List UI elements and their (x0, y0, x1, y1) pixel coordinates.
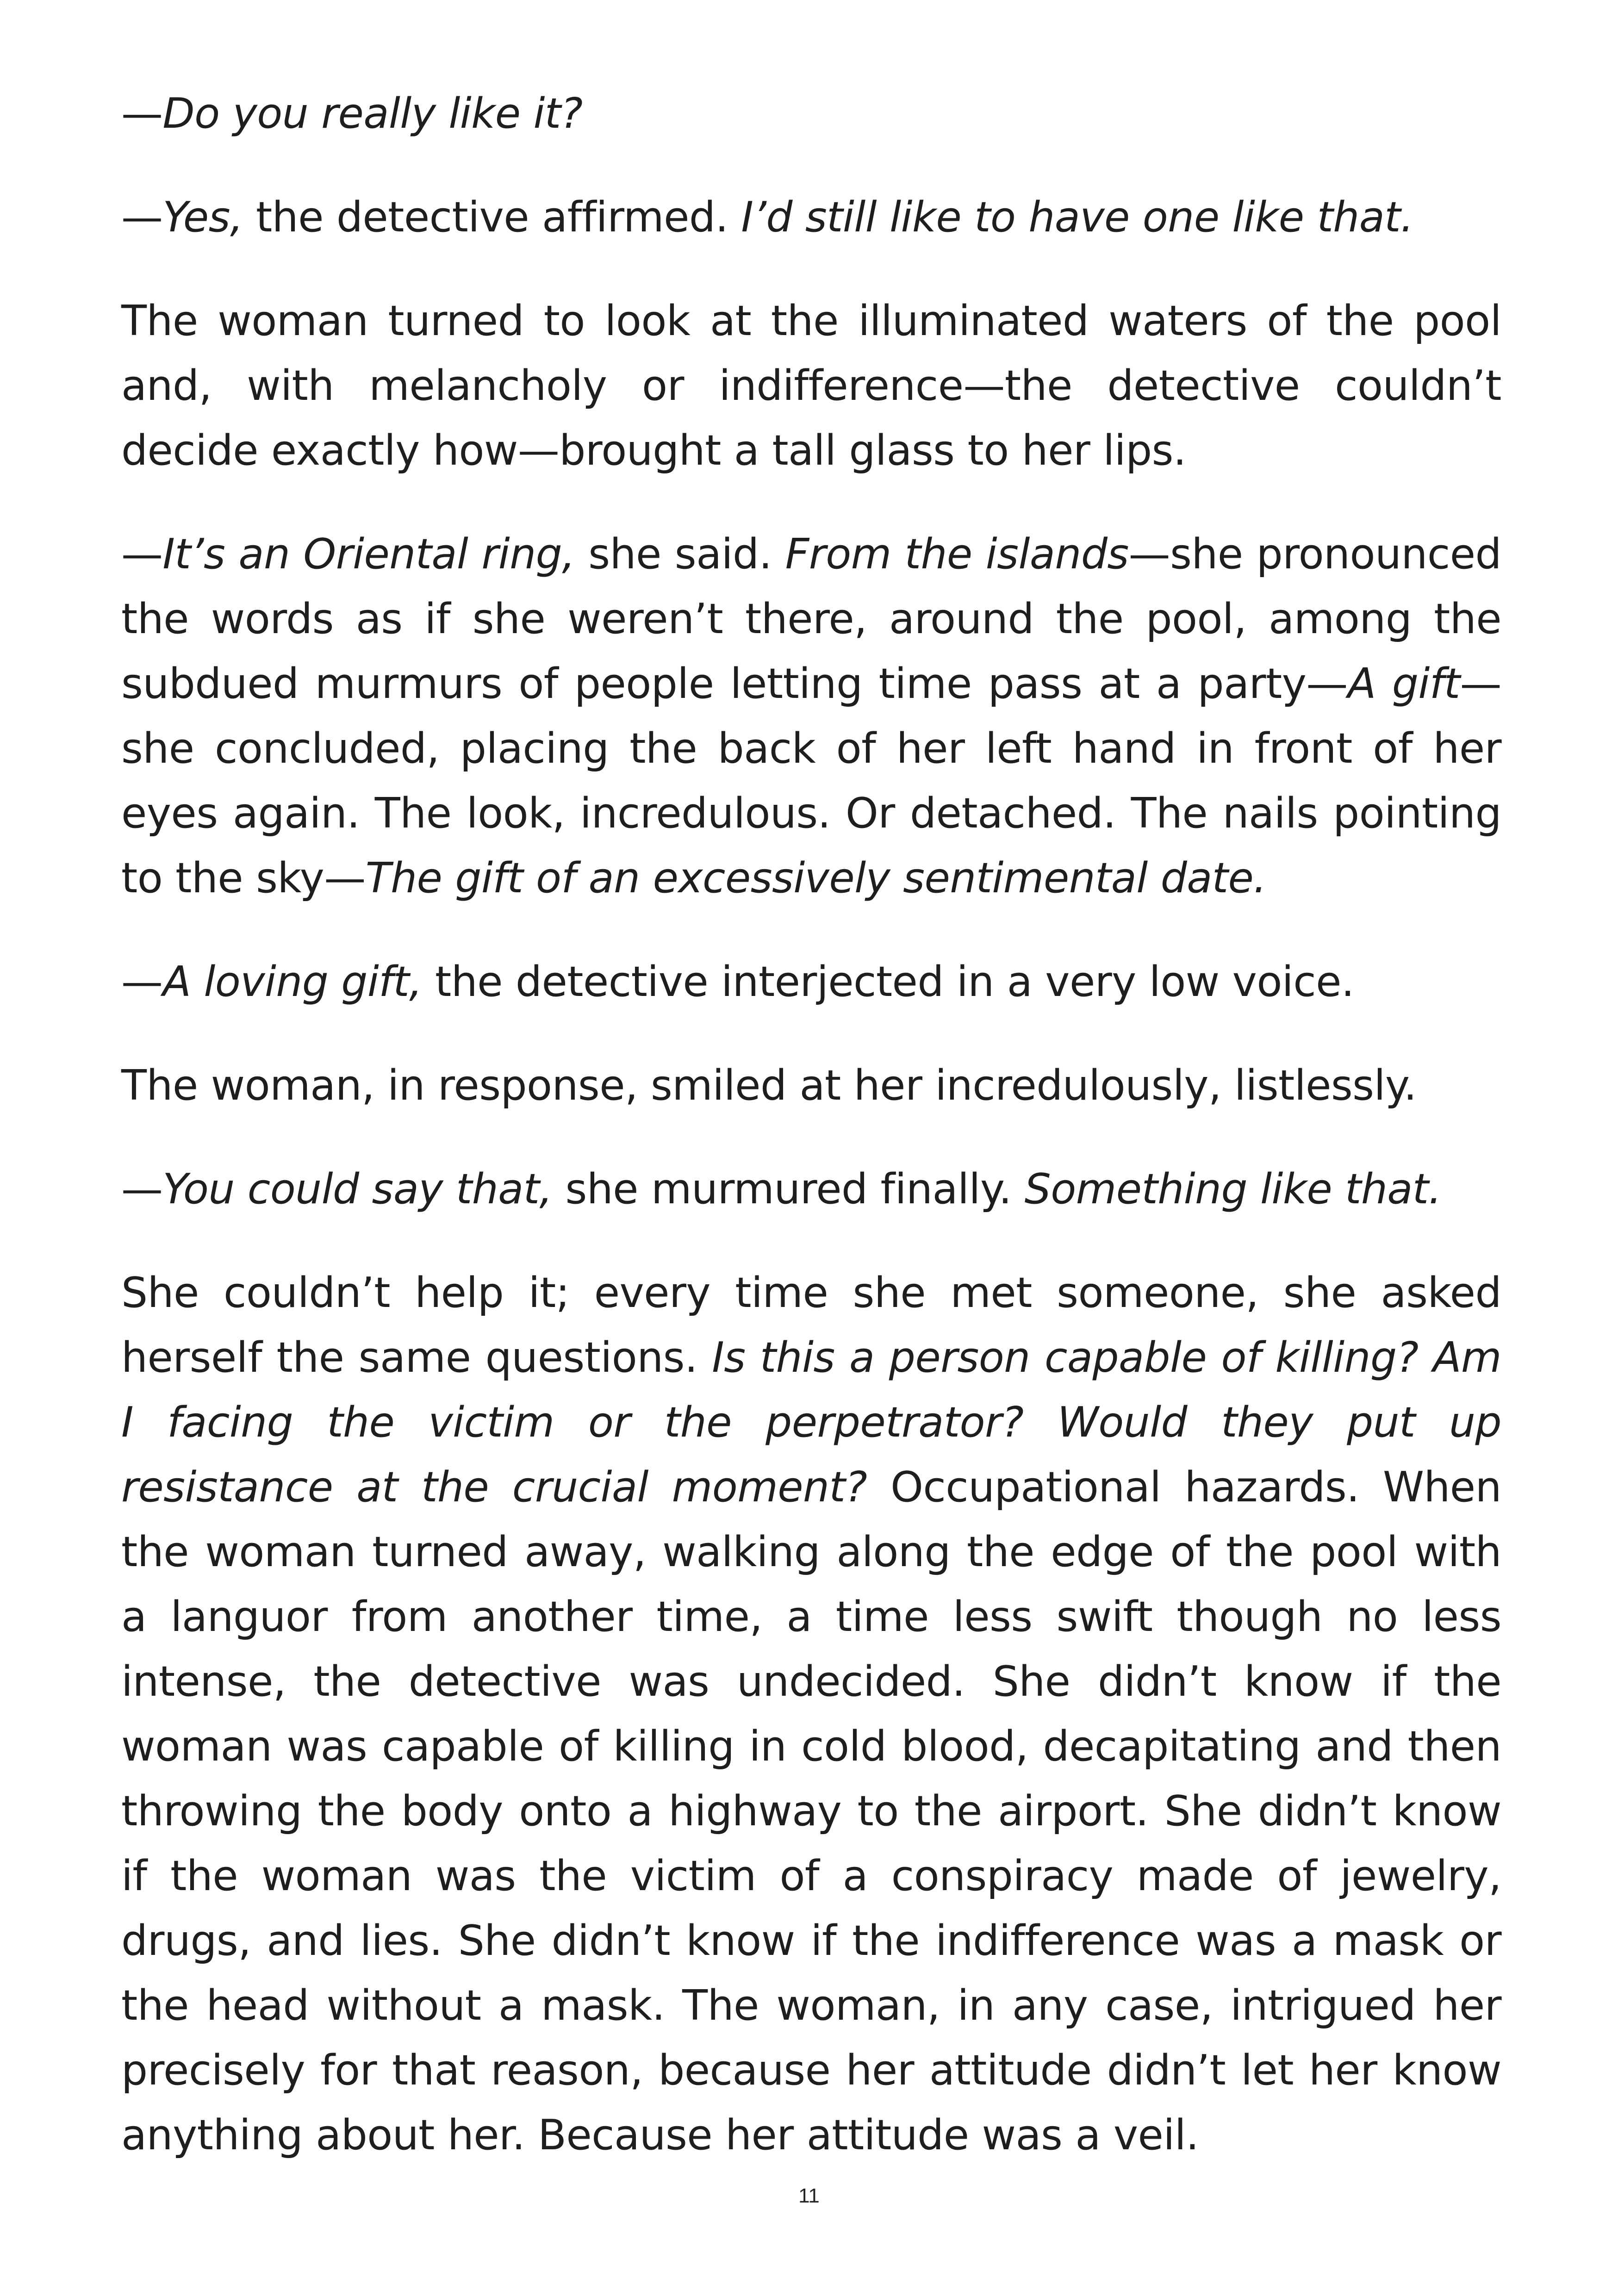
italic-text-run: Something like that. (1024, 1165, 1442, 1213)
italic-text-run: Do you really like it? (162, 89, 583, 138)
text-run: she said. (575, 530, 785, 579)
italic-text-run: A gift (1347, 660, 1460, 708)
text-run: — (121, 1165, 163, 1213)
italic-text-run: Is this a person capable of killing? Am I facing the victim or the perpetrator? Would they put up resistance at the crucial moment? (121, 1333, 1502, 1512)
text-run: the detective affirmed. (243, 193, 741, 242)
italic-text-run: I’d still like to have one like that. (741, 193, 1413, 242)
paragraph (121, 1053, 1501, 1118)
paragraph (121, 1261, 1501, 2168)
text-run: The woman turned to look at the illuminated waters of the pool and, with melancholy or indifference—the detective couldn’t decide exactly how—brought a tall glass to her lips. (121, 297, 1501, 475)
text-run: — (121, 530, 163, 579)
text-run: The woman, in response, smiled at her incredulously, listlessly. (121, 1061, 1417, 1110)
paragraph (121, 185, 1501, 250)
text-run: — (121, 193, 163, 242)
paragraph (121, 1157, 1501, 1222)
page-number: 11 (798, 2184, 820, 2207)
paragraph (121, 950, 1501, 1014)
text-run: — (121, 89, 163, 138)
italic-text-run: It’s an Oriental ring, (162, 530, 575, 579)
text-run: — (121, 958, 163, 1006)
text-run: Occupational hazards. When the woman turned away, walking along the edge of the pool with a languor from another time, a time less swift though no less intense, the detective was undecided. She didn’t know if the woman was capable of killing in cold blood, decapitating and then throwing the body onto a highway to the airport. She didn’t know if the woman was the victim of a conspiracy made of jewelry, drugs, and lies. She didn’t know if the indifference was a mask or the head without a mask. The woman, in any case, intrigued her precisely for that reason, because her attitude didn’t let her know anything about her. Because her attitude was a veil. (121, 1463, 1501, 2159)
text-run: She couldn’t help it; every time she met someone, she asked herself the same questions. (121, 1269, 1501, 1382)
text-run: —she pronounced the words as if she weren’t there, around the pool, among the subdued murmurs of people letting time pass at a party— (121, 530, 1502, 708)
italic-text-run: A loving gift, (162, 958, 423, 1006)
paragraph (121, 289, 1501, 483)
body-text (121, 81, 1501, 2207)
italic-text-run: From the islands (785, 530, 1129, 579)
italic-text-run: Yes, (162, 193, 243, 242)
italic-text-run: You could say that, (162, 1165, 553, 1213)
paragraph (121, 522, 1501, 911)
italic-text-run: The gift of an excessively sentimental date. (365, 854, 1267, 902)
text-run: the detective interjected in a very low voice. (422, 958, 1354, 1006)
paragraph (121, 81, 1501, 146)
text-run: she murmured finally. (552, 1165, 1025, 1213)
text-run: —she concluded, placing the back of her left hand in front of her eyes again. The look, incredulous. Or detached. The nails pointing to the sky— (121, 660, 1502, 902)
